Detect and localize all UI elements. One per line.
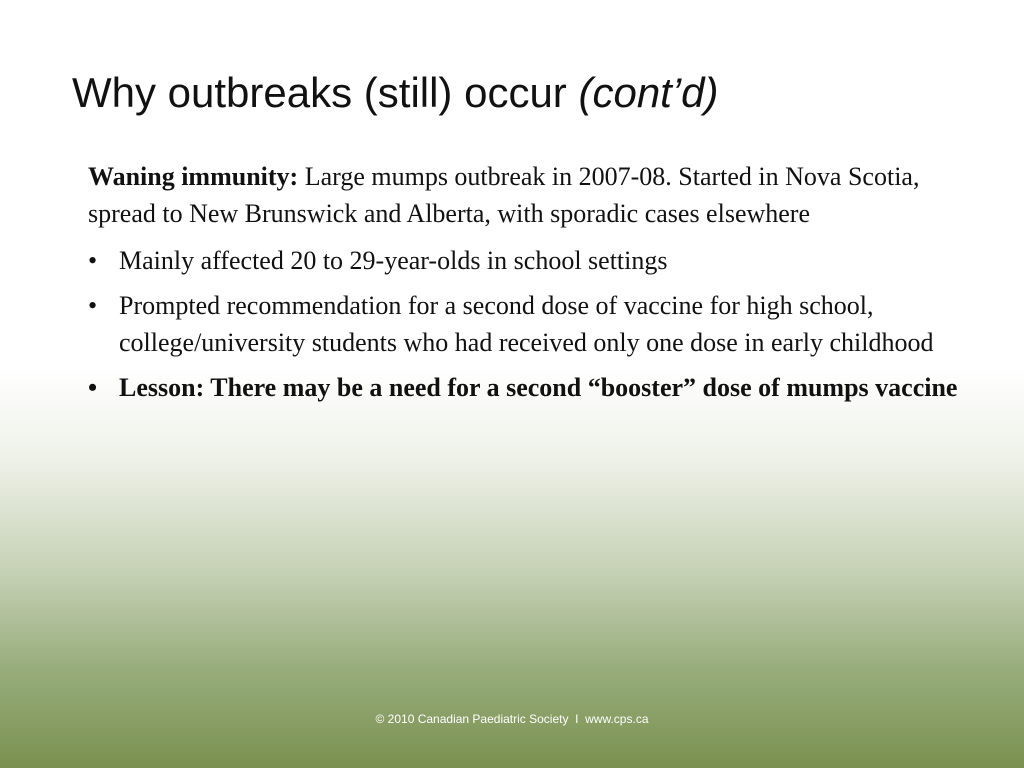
bullet-marker: • bbox=[88, 373, 98, 402]
bullet-item-lesson bbox=[88, 369, 968, 406]
slide-title-main: Why outbreaks (still) occur bbox=[72, 69, 579, 116]
footer-website: www.cps.ca bbox=[585, 712, 649, 726]
footer-copyright: © 2010 Canadian Paediatric Society bbox=[375, 712, 569, 726]
bullet-marker: • bbox=[88, 246, 98, 275]
bullet-text: Lesson: There may be a need for a second “booster” dose of mumps vaccine bbox=[119, 373, 958, 402]
bullet-marker: • bbox=[88, 291, 98, 320]
bullet-list bbox=[88, 242, 968, 406]
bullet-text: Mainly affected 20 to 29-year-olds in school settings bbox=[119, 246, 668, 275]
bullet-item-affected-ages bbox=[88, 242, 968, 279]
slide-footer bbox=[0, 712, 1024, 726]
slide-title bbox=[72, 68, 719, 118]
bullet-text: Prompted recommendation for a second dose of vaccine for high school, college/university students who had received only one dose in early childhood bbox=[119, 291, 934, 357]
intro-paragraph bbox=[88, 158, 968, 232]
bullet-item-recommendation bbox=[88, 287, 968, 361]
footer-separator: I bbox=[568, 712, 586, 726]
intro-lead: Waning immunity: bbox=[88, 162, 299, 191]
intro-text: Large mumps outbreak in 2007-08. Started in Nova Scotia, spread to New Brunswick and Alberta, with sporadic cases elsewhere bbox=[88, 162, 920, 228]
slide-body bbox=[88, 158, 968, 414]
slide-title-italic: (cont’d) bbox=[578, 69, 719, 116]
